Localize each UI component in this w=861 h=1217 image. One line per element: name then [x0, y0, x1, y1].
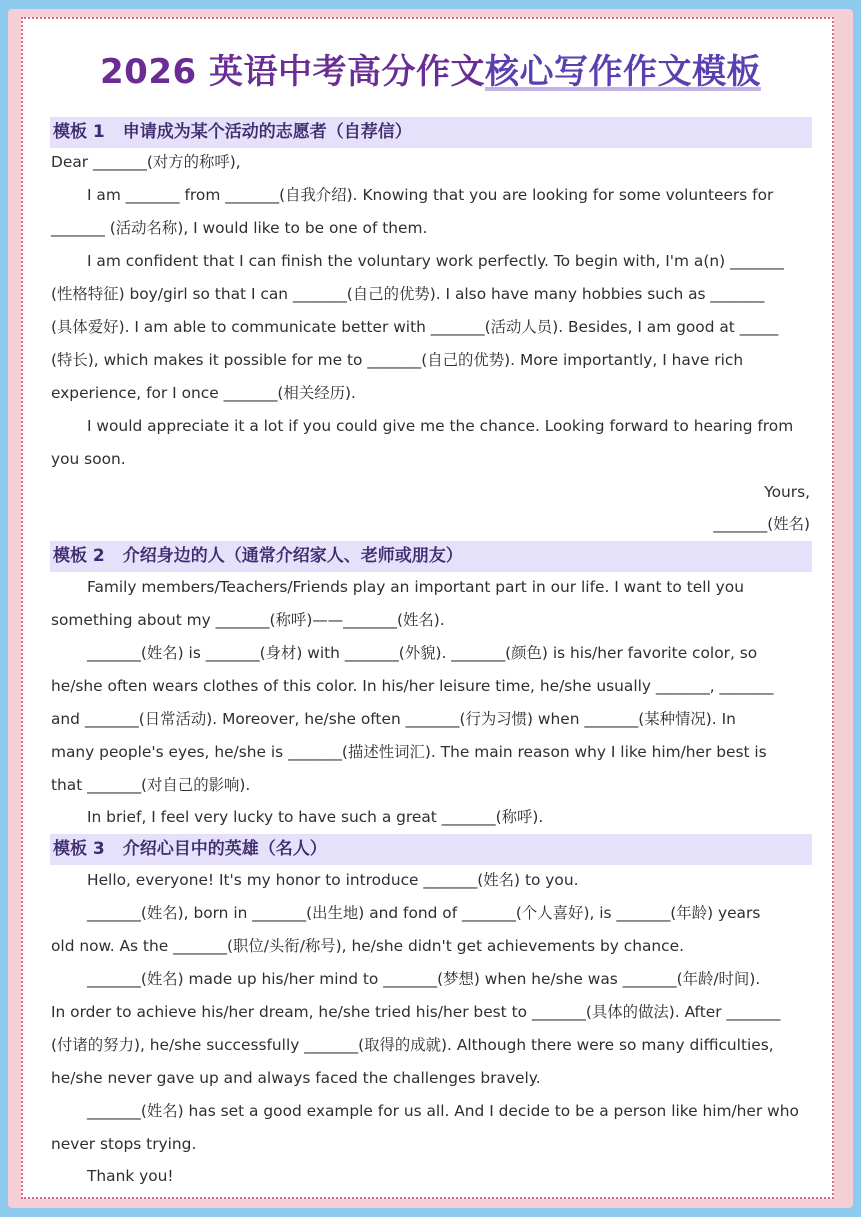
section-3-label: 模板 3 — [53, 839, 105, 859]
section-2-header — [50, 541, 812, 572]
section-1-heading: 申请成为某个活动的志愿者（自荐信） — [122, 122, 412, 142]
s1-line-8: experience, for I once _______(相关经历). — [51, 384, 356, 402]
s3-line-1: Hello, everyone! It's my honor to introduce _______(姓名) to you. — [87, 871, 579, 889]
s2-line-6: many people's eyes, he/she is _______(描述性词汇). The main reason why I like him/her best is — [51, 743, 767, 761]
s2-line-1: Family members/Teachers/Friends play an important part in our life. I want to tell you — [87, 578, 744, 596]
s1-closing: Yours, — [764, 483, 810, 501]
section-2-heading: 介绍身边的人（通常介绍家人、老师或朋友） — [122, 546, 463, 566]
section-3-header — [50, 834, 812, 865]
s3-line-9: never stops trying. — [51, 1135, 197, 1153]
s2-line-7: that _______(对自己的影响). — [51, 776, 251, 794]
section-3-heading: 介绍心目中的英雄（名人） — [122, 839, 327, 859]
s1-line-1: Dear _______(对方的称呼), — [51, 153, 241, 171]
s1-line-2: I am _______ from _______(自我介绍). Knowing that you are looking for some volunteers for — [87, 186, 774, 204]
s3-line-6: (付诸的努力), he/she successfully _______(取得的成就). Although there were so many difficulties, — [51, 1036, 774, 1054]
s3-line-2: _______(姓名), born in _______(出生地) and fond of _______(个人喜好), is _______(年龄) years — [87, 904, 761, 922]
page-title — [0, 40, 861, 104]
s2-line-3: _______(姓名) is _______(身材) with _______(外貌). _______(颜色) is his/her favorite color, so — [87, 644, 758, 662]
s2-line-2: something about my _______(称呼)——_______(姓名). — [51, 611, 445, 629]
s1-line-6: (具体爱好). I am able to communicate better with _______(活动人员). Besides, I am good at _____ — [51, 318, 779, 336]
s1-line-10: you soon. — [51, 450, 126, 468]
s2-line-5: and _______(日常活动). Moreover, he/she often _______(行为习惯) when _______(某种情况). In — [51, 710, 736, 728]
s1-line-7: (特长), which makes it possible for me to _______(自己的优势). More importantly, I have rich — [51, 351, 744, 369]
s1-line-9: I would appreciate it a lot if you could give me the chance. Looking forward to hearing from — [87, 417, 794, 435]
s1-line-3: _______ (活动名称), I would like to be one of them. — [51, 219, 428, 237]
s3-line-3: old now. As the _______(职位/头衔/称号), he/she didn't get achievements by chance. — [51, 937, 685, 955]
s3-line-7: he/she never gave up and always faced the challenges bravely. — [51, 1069, 541, 1087]
title-part-2: 核心写作作文模板 — [484, 52, 761, 92]
s2-line-8: In brief, I feel very lucky to have such a great _______(称呼). — [87, 808, 544, 826]
s1-line-5: (性格特征) boy/girl so that I can _______(自己的优势). I also have many hobbies such as _______ — [51, 285, 765, 303]
s3-line-5: In order to achieve his/her dream, he/she tried his/her best to _______(具体的做法). After _______ — [51, 1003, 781, 1021]
s2-line-4: he/she often wears clothes of this color. In his/her leisure time, he/she usually _______, _______ — [51, 677, 774, 695]
section-2-label: 模板 2 — [53, 546, 105, 566]
s3-line-8: _______(姓名) has set a good example for us all. And I decide to be a person like him/her who — [87, 1102, 799, 1120]
s3-line-4: _______(姓名) made up his/her mind to _______(梦想) when he/she was _______(年龄/时间). — [87, 970, 761, 988]
s1-line-4: I am confident that I can finish the voluntary work perfectly. To begin with, I'm a(n) _______ — [87, 252, 784, 270]
section-1-label: 模板 1 — [53, 122, 105, 142]
s1-signature: _______(姓名) — [713, 515, 810, 533]
s3-line-10: Thank you! — [87, 1167, 174, 1185]
section-1-header — [50, 117, 812, 148]
title-part-1: 2026 英语中考高分作文 — [100, 52, 485, 92]
